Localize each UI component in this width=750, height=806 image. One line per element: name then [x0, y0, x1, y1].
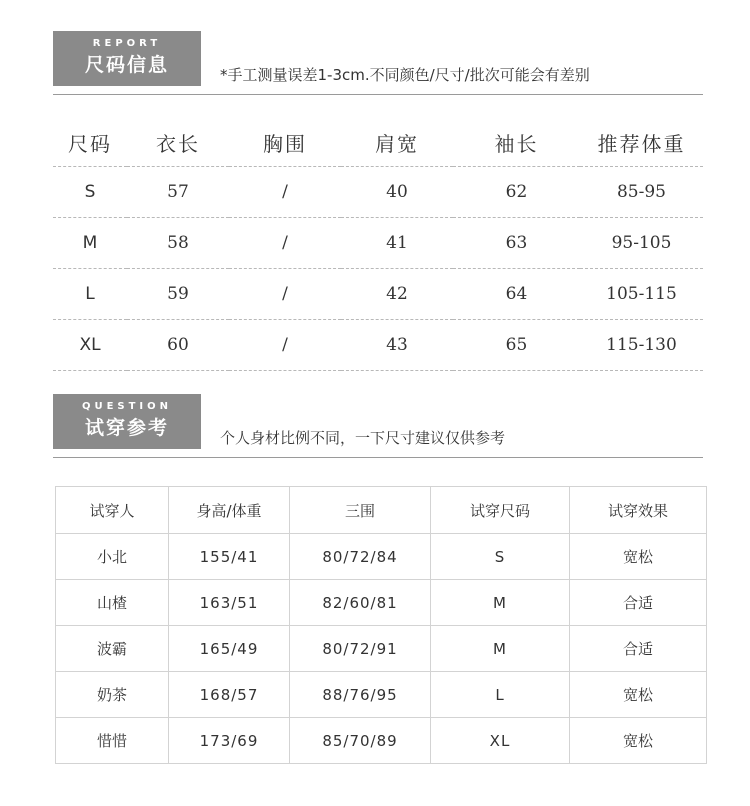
report-badge-en: REPORT: [92, 38, 162, 49]
measurements-cell: 82/60/81: [290, 580, 431, 626]
fit-effect-cell: 宽松: [570, 718, 707, 764]
table-row: [56, 534, 707, 580]
table-row: [53, 218, 703, 269]
height-weight-cell: 165/49: [169, 626, 290, 672]
header-cell: 试穿效果: [570, 487, 707, 534]
weight-cell: 95-105: [580, 218, 703, 269]
height-weight-cell: 155/41: [169, 534, 290, 580]
header-cell: 三围: [290, 487, 431, 534]
question-badge-en: QUESTION: [81, 401, 173, 412]
tester-cell: 山楂: [56, 580, 169, 626]
length-cell: 58: [127, 218, 229, 269]
shoulder-cell: 41: [341, 218, 453, 269]
length-cell: 57: [127, 167, 229, 218]
header-cell: 试穿尺码: [431, 487, 570, 534]
tester-cell: 奶茶: [56, 672, 169, 718]
sleeve-cell: 65: [453, 320, 580, 371]
table-row: [56, 580, 707, 626]
chest-cell: /: [229, 269, 341, 320]
measurements-cell: 88/76/95: [290, 672, 431, 718]
question-badge: [53, 394, 201, 449]
report-badge: [53, 31, 201, 86]
height-weight-cell: 168/57: [169, 672, 290, 718]
sleeve-cell: 62: [453, 167, 580, 218]
tester-cell: 小北: [56, 534, 169, 580]
fit-effect-cell: 宽松: [570, 672, 707, 718]
header-cell: 试穿人: [56, 487, 169, 534]
fit-effect-cell: 宽松: [570, 534, 707, 580]
chest-cell: /: [229, 320, 341, 371]
header-cell: 身高/体重: [169, 487, 290, 534]
height-weight-cell: 173/69: [169, 718, 290, 764]
tester-cell: 波霸: [56, 626, 169, 672]
weight-cell: 105-115: [580, 269, 703, 320]
fit-effect-cell: 合适: [570, 626, 707, 672]
size-table: [53, 118, 703, 371]
fit-reference-table: [55, 486, 707, 764]
report-divider: [53, 94, 703, 95]
sleeve-cell: 64: [453, 269, 580, 320]
length-cell: 59: [127, 269, 229, 320]
shoulder-cell: 43: [341, 320, 453, 371]
table-row: [53, 167, 703, 218]
fit-note: 个人身材比例不同，一下尺寸建议仅供参考: [220, 429, 506, 447]
shoulder-cell: 40: [341, 167, 453, 218]
header-cell: 推荐体重: [597, 131, 686, 156]
length-cell: 60: [127, 320, 229, 371]
size-table-header: [53, 118, 703, 167]
weight-cell: 85-95: [580, 167, 703, 218]
sleeve-cell: 63: [453, 218, 580, 269]
size-cell: S: [53, 167, 127, 218]
table-row: [56, 672, 707, 718]
header-cell: 尺码: [68, 131, 112, 156]
measurements-cell: 80/72/91: [290, 626, 431, 672]
measurement-note: *手工测量误差1-3cm.不同颜色/尺寸/批次可能会有差别: [220, 66, 590, 84]
header-cell: 胸围: [263, 131, 307, 156]
question-divider: [53, 457, 703, 458]
weight-cell: 115-130: [580, 320, 703, 371]
table-row: [56, 626, 707, 672]
measurements-cell: 80/72/84: [290, 534, 431, 580]
tester-cell: 惜惜: [56, 718, 169, 764]
header-cell: 袖长: [494, 131, 539, 156]
header-cell: 肩宽: [375, 131, 419, 156]
size-cell: M: [53, 218, 127, 269]
table-row: [53, 269, 703, 320]
shoulder-cell: 42: [341, 269, 453, 320]
chest-cell: /: [229, 167, 341, 218]
measurements-cell: 85/70/89: [290, 718, 431, 764]
question-badge-cn: 试穿参考: [84, 417, 169, 439]
fit-size-cell: S: [431, 534, 570, 580]
fit-size-cell: M: [431, 626, 570, 672]
fit-size-cell: L: [431, 672, 570, 718]
table-row: [56, 718, 707, 764]
fit-size-cell: M: [431, 580, 570, 626]
fit-table-header: [56, 487, 707, 534]
chest-cell: /: [229, 218, 341, 269]
size-cell: XL: [53, 320, 127, 371]
fit-size-cell: XL: [431, 718, 570, 764]
size-cell: L: [53, 269, 127, 320]
table-row: [53, 320, 703, 371]
header-cell: 衣长: [156, 131, 200, 156]
height-weight-cell: 163/51: [169, 580, 290, 626]
fit-effect-cell: 合适: [570, 580, 707, 626]
report-badge-cn: 尺码信息: [84, 54, 169, 76]
